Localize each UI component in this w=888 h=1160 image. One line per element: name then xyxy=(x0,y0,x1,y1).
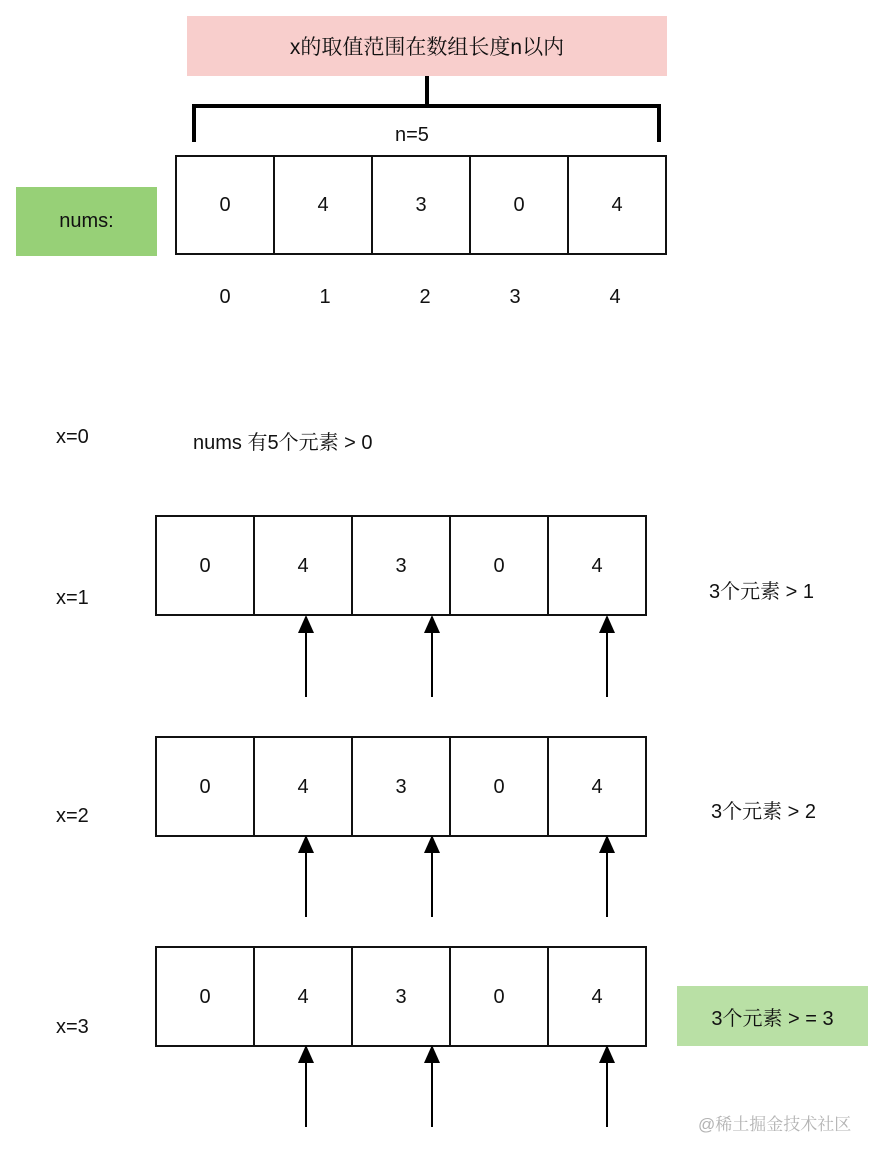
array-cell: 4 xyxy=(547,736,647,837)
arrow-up-icon xyxy=(305,837,307,917)
index-label: 4 xyxy=(609,286,621,308)
array-cell: 0 xyxy=(469,155,569,255)
x1-label: x=1 xyxy=(56,587,89,609)
array-cell: 4 xyxy=(567,155,667,255)
title-box xyxy=(187,16,667,76)
bracket-left-leg xyxy=(192,104,196,142)
x3-note: 3个元素 > = 3 xyxy=(711,1007,834,1030)
title-text: x的取值范围在数组长度n以内 xyxy=(289,36,565,59)
main-array xyxy=(175,155,667,255)
bracket-right-leg xyxy=(657,104,661,142)
array-cell: 0 xyxy=(155,736,255,837)
index-label: 3 xyxy=(509,286,521,308)
x3-label: x=3 xyxy=(56,1016,89,1038)
array-cell: 0 xyxy=(449,946,549,1047)
nums-label xyxy=(16,187,157,256)
array-cell: 0 xyxy=(449,515,549,616)
watermark: @稀土掘金技术社区 xyxy=(698,1115,852,1134)
arrow-up-icon xyxy=(431,617,433,697)
array-cell: 3 xyxy=(371,155,471,255)
arrow-up-icon xyxy=(431,1047,433,1127)
nums-label-text: nums: xyxy=(59,210,114,232)
x2-label: x=2 xyxy=(56,805,89,827)
index-label: 1 xyxy=(319,286,331,308)
array-cell: 0 xyxy=(175,155,275,255)
bracket-label: n=5 xyxy=(395,124,429,146)
arrow-up-icon xyxy=(606,617,608,697)
index-label: 2 xyxy=(419,286,431,308)
array-cell: 4 xyxy=(547,515,647,616)
array-cell: 0 xyxy=(155,515,255,616)
x0-label: x=0 xyxy=(56,426,89,448)
array-cell: 4 xyxy=(547,946,647,1047)
arrow-up-icon xyxy=(431,837,433,917)
arrow-up-icon xyxy=(606,837,608,917)
arrow-up-icon xyxy=(305,1047,307,1127)
bracket-bar xyxy=(192,104,661,108)
bracket-stem xyxy=(425,76,429,106)
arrow-up-icon xyxy=(606,1047,608,1127)
array-cell: 0 xyxy=(449,736,549,837)
array-cell: 3 xyxy=(351,515,451,616)
x1-array xyxy=(155,515,647,616)
array-cell: 4 xyxy=(253,736,353,837)
array-cell: 4 xyxy=(253,515,353,616)
x2-array xyxy=(155,736,647,837)
index-label: 0 xyxy=(219,286,231,308)
x0-note: nums 有5个元素 > 0 xyxy=(193,432,373,454)
array-cell: 4 xyxy=(273,155,373,255)
array-cell: 3 xyxy=(351,946,451,1047)
x2-note: 3个元素 > 2 xyxy=(711,801,817,823)
array-cell: 3 xyxy=(351,736,451,837)
x1-note: 3个元素 > 1 xyxy=(709,581,815,603)
x3-array xyxy=(155,946,647,1047)
x3-result-highlight xyxy=(677,986,868,1046)
arrow-up-icon xyxy=(305,617,307,697)
array-cell: 4 xyxy=(253,946,353,1047)
array-cell: 0 xyxy=(155,946,255,1047)
